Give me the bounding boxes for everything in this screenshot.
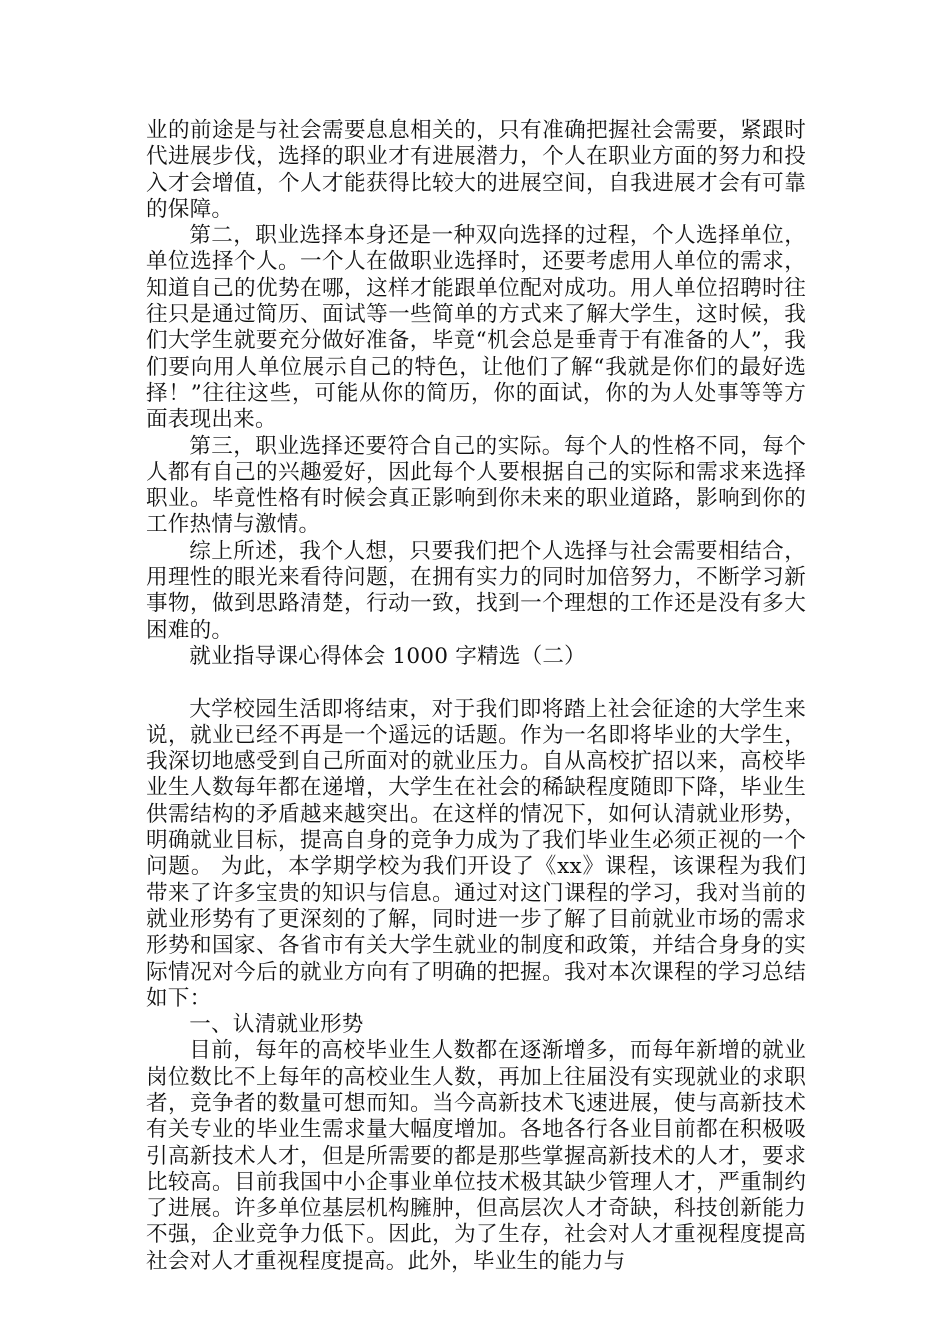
paragraph-employment-situation: 目前，每年的高校毕业生人数都在逐渐增多，而每年新增的就业岗位数比不上每年的高校业生人数，再加上往届没有实现就业的求职者，竞争者的数量可想而知。当今高新技术飞速进展，使与高新技术有关专业的毕业生需求量大幅度增加。各地各行各业目前都在积极吸引高新技术人才，但是所需要的都是那些掌握高新技术的人才，要求比较高。目前我国中小企事业单位技术极其缺少管理人才，严重制约了进展。许多单位基层机构臃肿，但高层次人才奇缺，科技创新能力不强，企业竞争力低下。因此，为了生存，社会对人才重视程度提高社会对人才重视程度提高。此外，毕业生的能力与 — [146, 1038, 806, 1274]
section-title: 就业指导课心得体会 1000 字精选（二） — [189, 643, 586, 669]
paragraph-continuation: 业的前途是与社会需要息息相关的，只有准确把握社会需要，紧跟时代进展步伐，选择的职业才有进展潜力，个人在职业方面的努力和投入才会增值，个人才能获得比较大的进展空间，自我进展才会有可靠的保障。 — [146, 118, 806, 222]
paragraph-third-point: 第三，职业选择还要符合自己的实际。每个人的性格不同，每个人都有自己的兴趣爱好，因此每个人要根据自己的实际和需求来选择职业。毕竟性格有时候会真正影响到你未来的职业道路，影响到你的工作热情与激情。 — [146, 433, 806, 538]
subheading: 一、认清就业形势 — [189, 1012, 364, 1038]
paragraph-second-point: 第二，职业选择本身还是一种双向选择的过程，个人选择单位，单位选择个人。一个人在做职业选择时，还要考虑用人单位的需求，知道自己的优势在哪，这样才能跟单位配对成功。用人单位招聘时往往只是通过简历、面试等一些简单的方式来了解大学生，这时候，我们大学生就要充分做好准备，毕竟“机会总是垂青于有准备的人”，我们要向用人单位展示自己的特色，让他们了解“我就是你们的最好选择！”往往这些，可能从你的简历，你的面试，你的为人处事等等方面表现出来。 — [146, 223, 806, 433]
paragraph-summary: 综上所述，我个人想，只要我们把个人选择与社会需要相结合，用理性的眼光来看待问题，在拥有实力的同时加倍努力，不断学习新事物，做到思路清楚，行动一致，找到一个理想的工作还是没有多大困难的。 — [146, 538, 806, 643]
paragraph-intro: 大学校园生活即将结束，对于我们即将踏上社会征途的大学生来说，就业已经不再是一个遥远的话题。作为一名即将毕业的大学生，我深切地感受到自己所面对的就业压力。自从高校扩招以来，高校毕业生人数每年都在递增，大学生在社会的稀缺程度随即下降，毕业生供需结构的矛盾越来越突出。在这样的情况下，如何认清就业形势，明确就业目标，提高自身的竞争力成为了我们毕业生必须正视的一个问题。 为此，本学期学校为我们开设了《xx》课程，该课程为我们带来了许多宝贵的知识与信息。通过对这门课程的学习，我对当前的就业形势有了更深刻的了解，同时进一步了解了目前就业市场的需求形势和国家、各省市有关大学生就业的制度和政策，并结合身身的实际情况对今后的就业方向有了明确的把握。我对本次课程的学习总结如下： — [146, 696, 806, 1011]
blank-line — [146, 670, 806, 696]
document-page — [146, 118, 806, 1275]
